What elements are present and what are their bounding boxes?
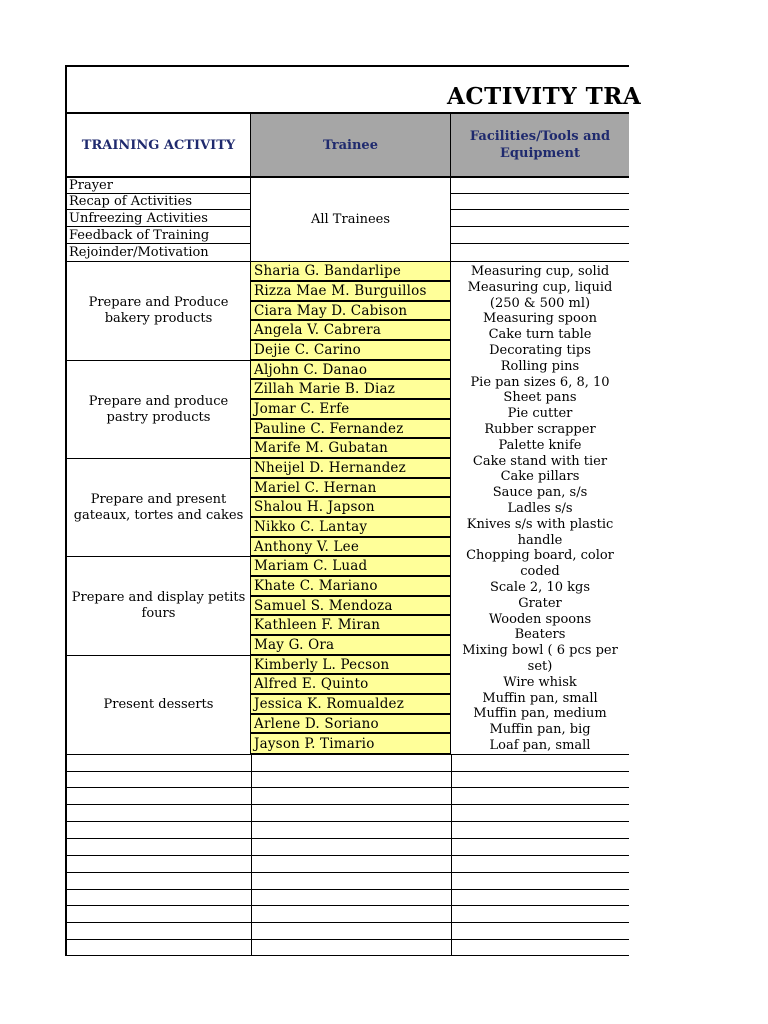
header-facilities-tools-equipment: Facilities/Tools and Equipment xyxy=(450,113,629,177)
equipment-item: Cake pillars xyxy=(500,469,580,485)
grid-line xyxy=(67,838,629,839)
trainee-cell: Shalou H. Japson xyxy=(250,497,451,518)
header-trainee: Trainee xyxy=(250,113,451,177)
sheet-title: ACTIVITY TRA xyxy=(447,83,642,110)
trainee-cell: Khate C. Mariano xyxy=(250,576,451,597)
trainee-cell: Sharia G. Bandarlipe xyxy=(250,261,451,282)
grid-line xyxy=(67,821,629,822)
trainee-cell: May G. Ora xyxy=(250,635,451,656)
grid-line xyxy=(67,771,629,772)
facility-cell xyxy=(450,193,629,210)
equipment-item: Measuring cup, liquid (250 & 500 ml) xyxy=(467,279,613,311)
activity-recap: Recap of Activities xyxy=(65,193,251,210)
grid-line xyxy=(67,855,629,856)
activity-prayer: Prayer xyxy=(65,177,251,194)
activity-gateaux-tortes-cakes: Prepare and present gateaux, tortes and cakes xyxy=(65,458,251,557)
facility-cell xyxy=(450,243,629,262)
equipment-item: Grater xyxy=(518,595,562,611)
activity-present-desserts: Present desserts xyxy=(65,655,251,755)
facility-cell xyxy=(450,226,629,244)
trainee-cell: Nikko C. Lantay xyxy=(250,517,451,538)
activity-pastry-products: Prepare and produce pastry products xyxy=(65,360,251,459)
equipment-item: Sheet pans xyxy=(503,390,577,406)
equipment-item: Knives s/s with plastic handle xyxy=(466,516,614,548)
equipment-item: Loaf pan, small xyxy=(489,737,591,753)
equipment-item: Pie pan sizes 6, 8, 10 xyxy=(470,374,610,390)
trainee-cell: Marife M. Gubatan xyxy=(250,438,451,459)
equipment-item: Wooden spoons xyxy=(488,611,592,627)
equipment-item: Chopping board, color coded xyxy=(466,548,614,580)
equipment-item: Ladles s/s xyxy=(507,500,573,516)
trainee-cell: Rizza Mae M. Burguillos xyxy=(250,281,451,302)
trainee-cell: Mariam C. Luad xyxy=(250,556,451,577)
trainee-cell: Pauline C. Fernandez xyxy=(250,419,451,439)
trainee-cell: Zillah Marie B. Diaz xyxy=(250,379,451,400)
equipment-item: Wire whisk xyxy=(503,674,577,690)
trainee-cell: Samuel S. Mendoza xyxy=(250,596,451,616)
trainee-cell: Jayson P. Timario xyxy=(250,733,451,755)
equipment-item: Muffin pan, big xyxy=(489,722,591,738)
equipment-item: Decorating tips xyxy=(489,342,591,358)
equipment-item: Rubber scrapper xyxy=(484,421,596,437)
grid-line xyxy=(67,754,629,755)
grid-line xyxy=(67,905,629,906)
trainee-cell: Ciara May D. Cabison xyxy=(250,301,451,321)
equipment-item: Muffin pan, small xyxy=(482,690,598,706)
equipment-item: Cake turn table xyxy=(488,327,592,343)
trainee-cell: Jomar C. Erfe xyxy=(250,399,451,420)
grid-line xyxy=(67,787,629,788)
trainee-cell: Aljohn C. Danao xyxy=(250,360,451,380)
trainee-cell: Arlene D. Soriano xyxy=(250,714,451,734)
trainee-cell: Anthony V. Lee xyxy=(250,537,451,557)
grid-line xyxy=(67,939,629,940)
activity-petits-fours: Prepare and display petits fours xyxy=(65,556,251,656)
equipment-item: Muffin pan, medium xyxy=(473,706,607,722)
trainee-cell: Nheijel D. Hernandez xyxy=(250,458,451,479)
grid-line xyxy=(67,872,629,873)
equipment-item: Cake stand with tier xyxy=(472,453,608,469)
trainee-cell: Kathleen F. Miran xyxy=(250,615,451,636)
facility-cell xyxy=(450,209,629,227)
trainee-cell: Mariel C. Hernan xyxy=(250,478,451,498)
header-training-activity: TRAINING ACTIVITY xyxy=(65,113,251,177)
grid-line xyxy=(67,922,629,923)
trainee-cell: Kimberly L. Pecson xyxy=(250,655,451,675)
activity-rejoinder: Rejoinder/Motivation xyxy=(65,243,251,262)
activity-unfreezing: Unfreezing Activities xyxy=(65,209,251,227)
grid-line xyxy=(67,889,629,890)
equipment-list xyxy=(450,261,629,755)
equipment-item: Scale 2, 10 kgs xyxy=(489,579,590,595)
trainee-cell: Angela V. Cabrera xyxy=(250,320,451,341)
grid-line xyxy=(67,804,629,805)
equipment-item: Beaters xyxy=(514,627,566,643)
equipment-item: Pie cutter xyxy=(507,406,573,422)
trainee-cell: Jessica K. Romualdez xyxy=(250,694,451,715)
trainee-cell: Alfred E. Quinto xyxy=(250,674,451,695)
equipment-item: Rolling pins xyxy=(500,358,580,374)
facility-cell xyxy=(450,177,629,194)
equipment-item: Measuring spoon xyxy=(482,311,598,327)
equipment-item: Palette knife xyxy=(498,437,582,453)
activity-feedback: Feedback of Training xyxy=(65,226,251,244)
equipment-item: Measuring cup, solid xyxy=(470,264,610,279)
equipment-item: Sauce pan, s/s xyxy=(492,485,588,501)
activity-training-sheet xyxy=(65,65,642,956)
equipment-item: Mixing bowl ( 6 pcs per set) xyxy=(462,643,618,674)
activity-bakery-products: Prepare and Produce bakery products xyxy=(65,261,251,361)
all-trainees-cell: All Trainees xyxy=(250,177,451,262)
title-box xyxy=(65,65,642,114)
empty-grid xyxy=(65,754,629,956)
trainee-cell: Dejie C. Carino xyxy=(250,340,451,361)
